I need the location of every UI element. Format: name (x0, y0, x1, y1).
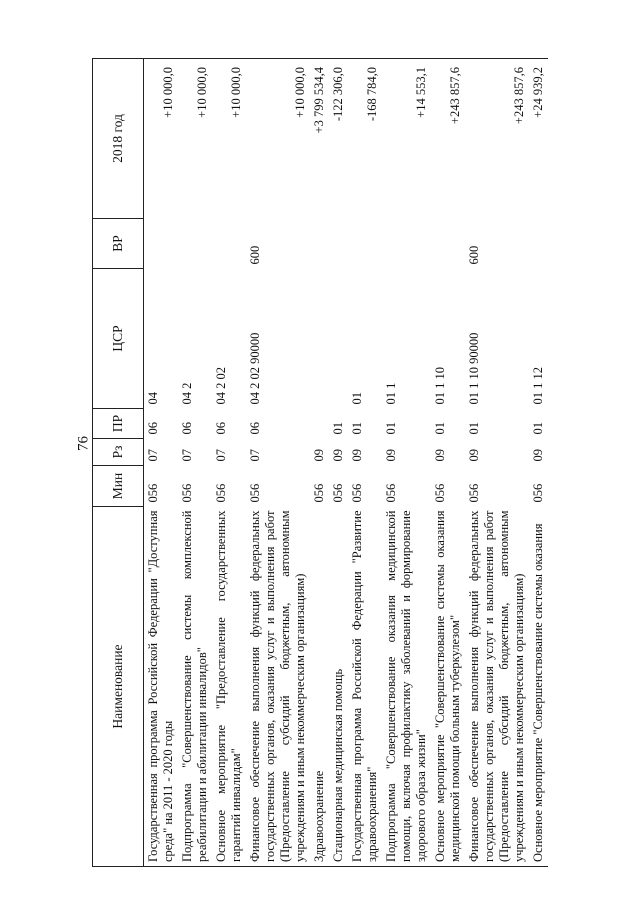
cell-csr (329, 269, 348, 409)
header-vr: ВР (93, 219, 144, 269)
header-year: 2018 год (93, 59, 144, 219)
table-row (144, 59, 179, 867)
cell-name: Государственная программа Российской Федерации "Развитие здравоохранения" (348, 507, 382, 867)
table-row (465, 59, 529, 867)
cell-vr (329, 219, 348, 269)
cell-vr (178, 219, 212, 269)
cell-name: Стационарная медицинская помощь (329, 507, 348, 867)
cell-min: 056 (312, 483, 326, 503)
cell-name: Подпрограмма "Совершенствование системы комплексной реабилитации и абилитации инвалидов" (178, 507, 212, 867)
cell-pr: 01 (350, 422, 364, 435)
table-row (529, 59, 548, 867)
cell-min: 056 (384, 483, 398, 503)
cell-csr: 01 1 10 90000 (467, 332, 481, 405)
cell-rz: 07 (180, 449, 194, 462)
cell-min: 056 (146, 483, 160, 503)
cell-csr: 04 2 02 90000 (248, 332, 262, 405)
budget-table-rotated (92, 59, 614, 867)
cell-pr: 01 (331, 422, 345, 435)
table-row (212, 59, 246, 867)
cell-value: +10 000,0 (212, 59, 246, 219)
cell-vr (310, 219, 329, 269)
cell-vr (382, 219, 431, 269)
cell-value: +3 799 534,4 (310, 59, 329, 219)
cell-min: 056 (180, 483, 194, 503)
table-row (310, 59, 329, 867)
table-row (178, 59, 212, 867)
table-header-row (93, 59, 144, 867)
cell-name: Государственная программа Российской Федерации "Доступная среда" на 2011 - 2020 годы (144, 507, 179, 867)
cell-pr: 06 (180, 422, 194, 435)
cell-csr: 01 1 10 (433, 367, 447, 405)
cell-value: +243 857,6 (431, 59, 465, 219)
cell-value: +10 000,0 (144, 59, 179, 219)
cell-pr: 01 (467, 422, 481, 435)
cell-min: 056 (467, 483, 481, 503)
table-row (329, 59, 348, 867)
table-row (246, 59, 310, 867)
header-csr: ЦСР (93, 269, 144, 409)
cell-min: 056 (433, 483, 447, 503)
cell-vr: 600 (467, 245, 481, 265)
table-row (431, 59, 465, 867)
cell-pr (310, 409, 329, 439)
cell-value: -122 306,0 (329, 59, 348, 219)
cell-rz: 07 (214, 449, 228, 462)
cell-vr (144, 219, 179, 269)
cell-vr (431, 219, 465, 269)
cell-pr: 01 (433, 422, 447, 435)
cell-csr (310, 269, 329, 409)
cell-pr: 01 (531, 422, 545, 435)
cell-csr: 04 2 (180, 382, 194, 405)
header-pr: ПР (93, 409, 144, 439)
cell-name: Основное мероприятие "Совершенствование системы оказания (529, 507, 548, 867)
cell-pr: 01 (384, 422, 398, 435)
header-min: Мин (93, 466, 144, 507)
cell-rz: 09 (531, 449, 545, 462)
cell-rz: 09 (312, 449, 326, 462)
cell-pr: 06 (248, 422, 262, 435)
cell-name: Подпрограмма "Совершенствование оказания медицинской помощи, включая профилактику заболеваний и формирование здорового образа жизни" (382, 507, 431, 867)
cell-value: +14 553,1 (382, 59, 431, 219)
cell-value: +10 000,0 (178, 59, 212, 219)
budget-table (92, 58, 548, 867)
cell-rz: 09 (433, 449, 447, 462)
cell-value: +10 000,0 (246, 59, 310, 219)
cell-csr: 01 1 12 (531, 367, 545, 405)
cell-min: 056 (350, 483, 364, 503)
cell-vr: 600 (248, 245, 262, 265)
cell-name: Финансовое обеспечение выполнения функций федеральных государственных органов, оказания услуг и выполнения работ (Предоставление субсидий бюджетным, автономным учреждениям и иным некоммерческим организациям) (246, 507, 310, 867)
cell-csr: 01 (350, 392, 364, 405)
header-rz: Рз (93, 439, 144, 466)
cell-rz: 09 (467, 449, 481, 462)
header-name: Наименование (93, 507, 144, 867)
cell-min: 056 (214, 483, 228, 503)
cell-rz: 09 (331, 449, 345, 462)
cell-min: 056 (248, 483, 262, 503)
cell-csr: 04 2 02 (214, 367, 228, 405)
cell-pr: 06 (146, 422, 160, 435)
cell-name: Финансовое обеспечение выполнения функций федеральных государственных органов, оказания услуг и выполнения работ (Предоставление субсидий бюджетным, автономным учреждениям и иным некоммерческим организациям) (465, 507, 529, 867)
cell-min: 056 (531, 483, 545, 503)
cell-vr (212, 219, 246, 269)
cell-pr: 06 (214, 422, 228, 435)
cell-value: +243 857,6 (465, 59, 529, 219)
cell-name: Здравоохранение (310, 507, 329, 867)
table-row (348, 59, 382, 867)
cell-vr (348, 219, 382, 269)
cell-value: -168 784,0 (348, 59, 382, 219)
cell-csr: 04 (146, 392, 160, 405)
cell-rz: 07 (146, 449, 160, 462)
cell-name: Основное мероприятие "Предоставление государственных гарантий инвалидам" (212, 507, 246, 867)
table-row (382, 59, 431, 867)
cell-min: 056 (331, 483, 345, 503)
page-number: 76 (75, 436, 92, 451)
cell-rz: 07 (248, 449, 262, 462)
cell-name: Основное мероприятие "Совершенствование системы оказания медицинской помощи больным туберкулезом" (431, 507, 465, 867)
cell-rz: 09 (384, 449, 398, 462)
cell-csr: 01 1 (384, 382, 398, 405)
cell-value: +24 939,2 (529, 59, 548, 219)
cell-vr (529, 219, 548, 269)
cell-rz: 09 (350, 449, 364, 462)
